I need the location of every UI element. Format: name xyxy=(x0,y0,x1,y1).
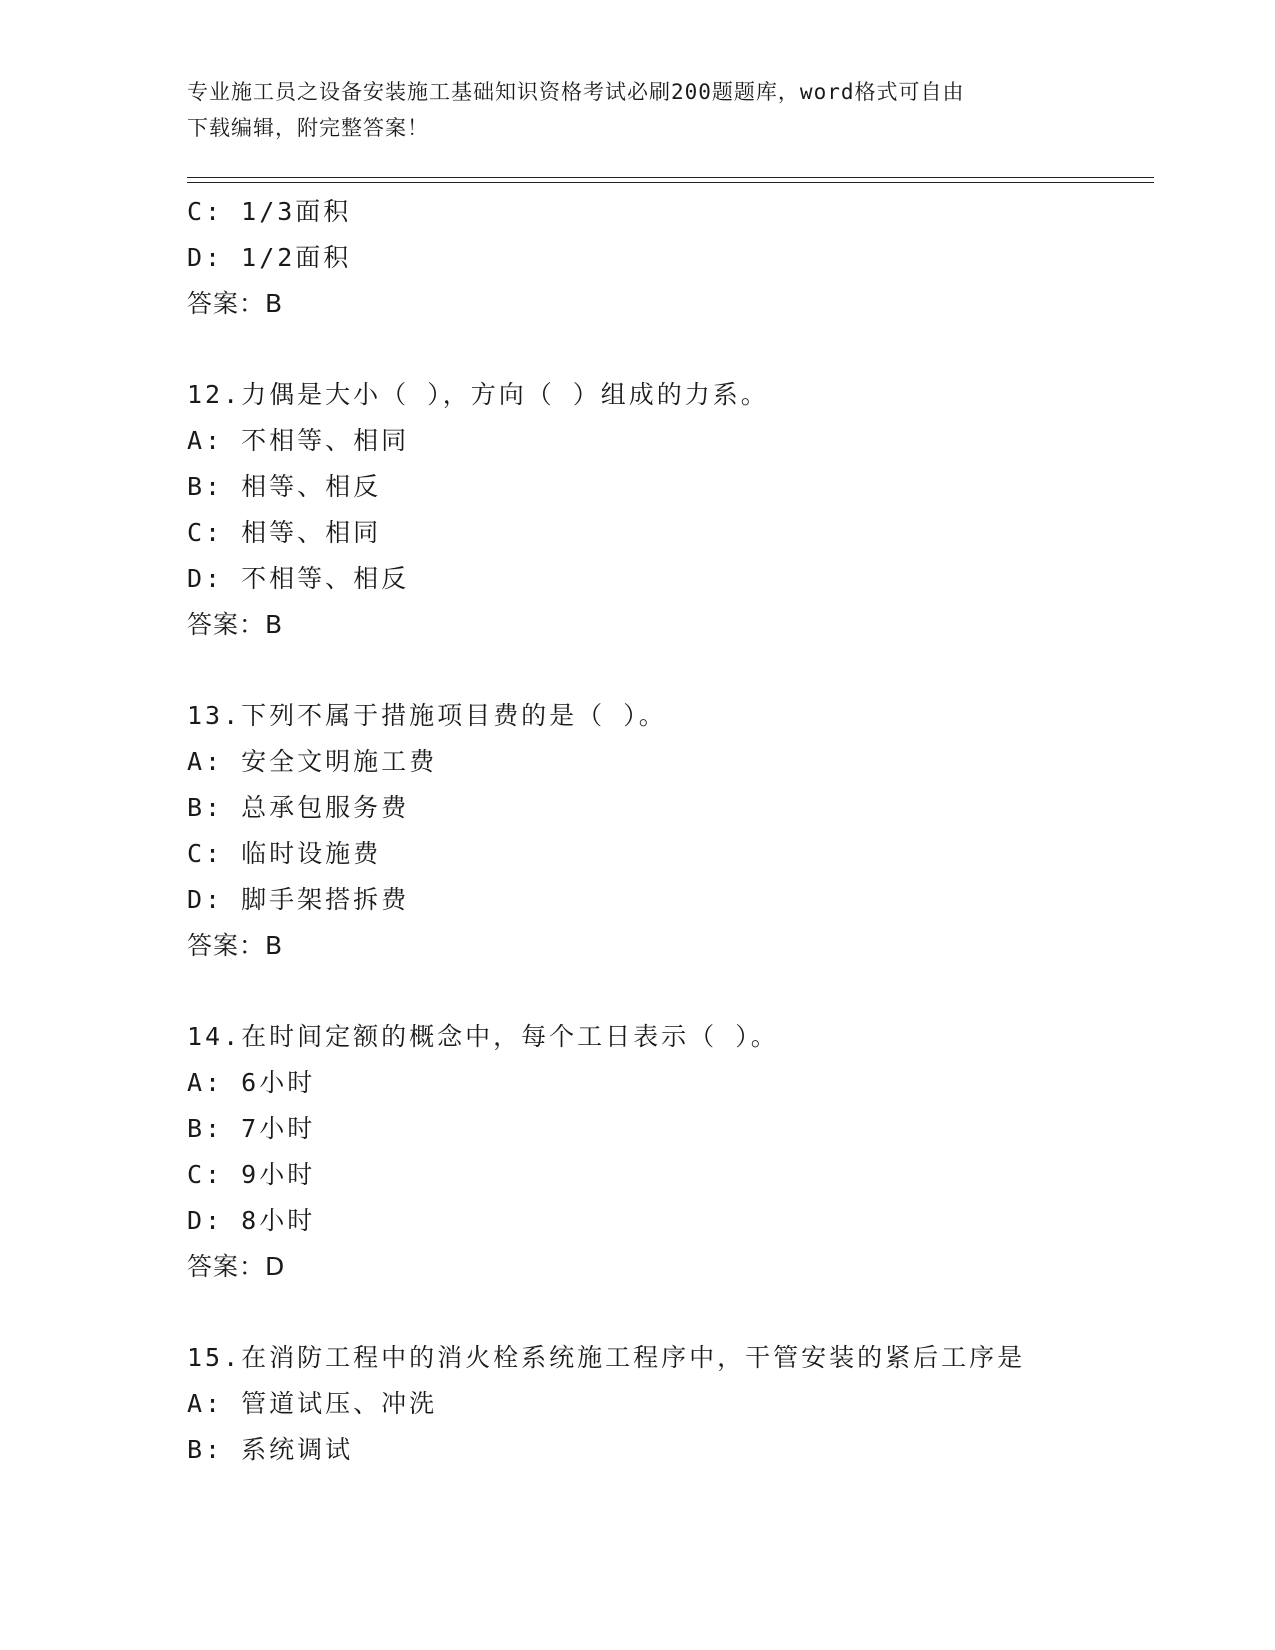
answer: 答案：B xyxy=(187,289,284,318)
answer: 答案：D xyxy=(187,1252,286,1281)
option-d: D: 不相等、相反 xyxy=(187,564,410,593)
question-13 xyxy=(187,693,1147,969)
question-12 xyxy=(187,372,1147,648)
question-stem: 12.力偶是大小（ ），方向（ ）组成的力系。 xyxy=(187,380,769,409)
answer: 答案：B xyxy=(187,931,284,960)
option-a: A: 安全文明施工费 xyxy=(187,747,438,776)
header-divider-bottom xyxy=(187,182,1154,183)
option-b: B: 相等、相反 xyxy=(187,472,382,501)
option-d: D: 1/2面积 xyxy=(187,243,352,272)
option-a: A: 管道试压、冲洗 xyxy=(187,1389,438,1418)
option-d: D: 脚手架搭拆费 xyxy=(187,885,410,914)
answer: 答案：B xyxy=(187,610,284,639)
option-b: B: 总承包服务费 xyxy=(187,793,410,822)
option-a: A: 不相等、相同 xyxy=(187,426,410,455)
option-b: B: 7小时 xyxy=(187,1114,316,1143)
option-c: C: 1/3面积 xyxy=(187,197,352,226)
question-fragment xyxy=(187,189,1147,327)
question-list xyxy=(187,189,1147,1473)
question-stem: 15.在消防工程中的消火栓系统施工程序中，干管安装的紧后工序是 xyxy=(187,1343,1026,1372)
option-c: C: 9小时 xyxy=(187,1160,316,1189)
header-line-2: 下载编辑，附完整答案！ xyxy=(187,116,429,140)
option-c: C: 临时设施费 xyxy=(187,839,382,868)
option-b: B: 系统调试 xyxy=(187,1435,354,1464)
question-stem: 13.下列不属于措施项目费的是（ ）。 xyxy=(187,701,667,730)
document-header xyxy=(187,74,1087,146)
option-a: A: 6小时 xyxy=(187,1068,316,1097)
header-divider-top xyxy=(187,177,1154,178)
option-c: C: 相等、相同 xyxy=(187,518,382,547)
question-14 xyxy=(187,1014,1147,1290)
option-d: D: 8小时 xyxy=(187,1206,316,1235)
question-15 xyxy=(187,1335,1147,1473)
header-line-1: 专业施工员之设备安装施工基础知识资格考试必刷200题题库，word格式可自由 xyxy=(187,80,965,104)
question-stem: 14.在时间定额的概念中，每个工日表示（ ）。 xyxy=(187,1022,779,1051)
